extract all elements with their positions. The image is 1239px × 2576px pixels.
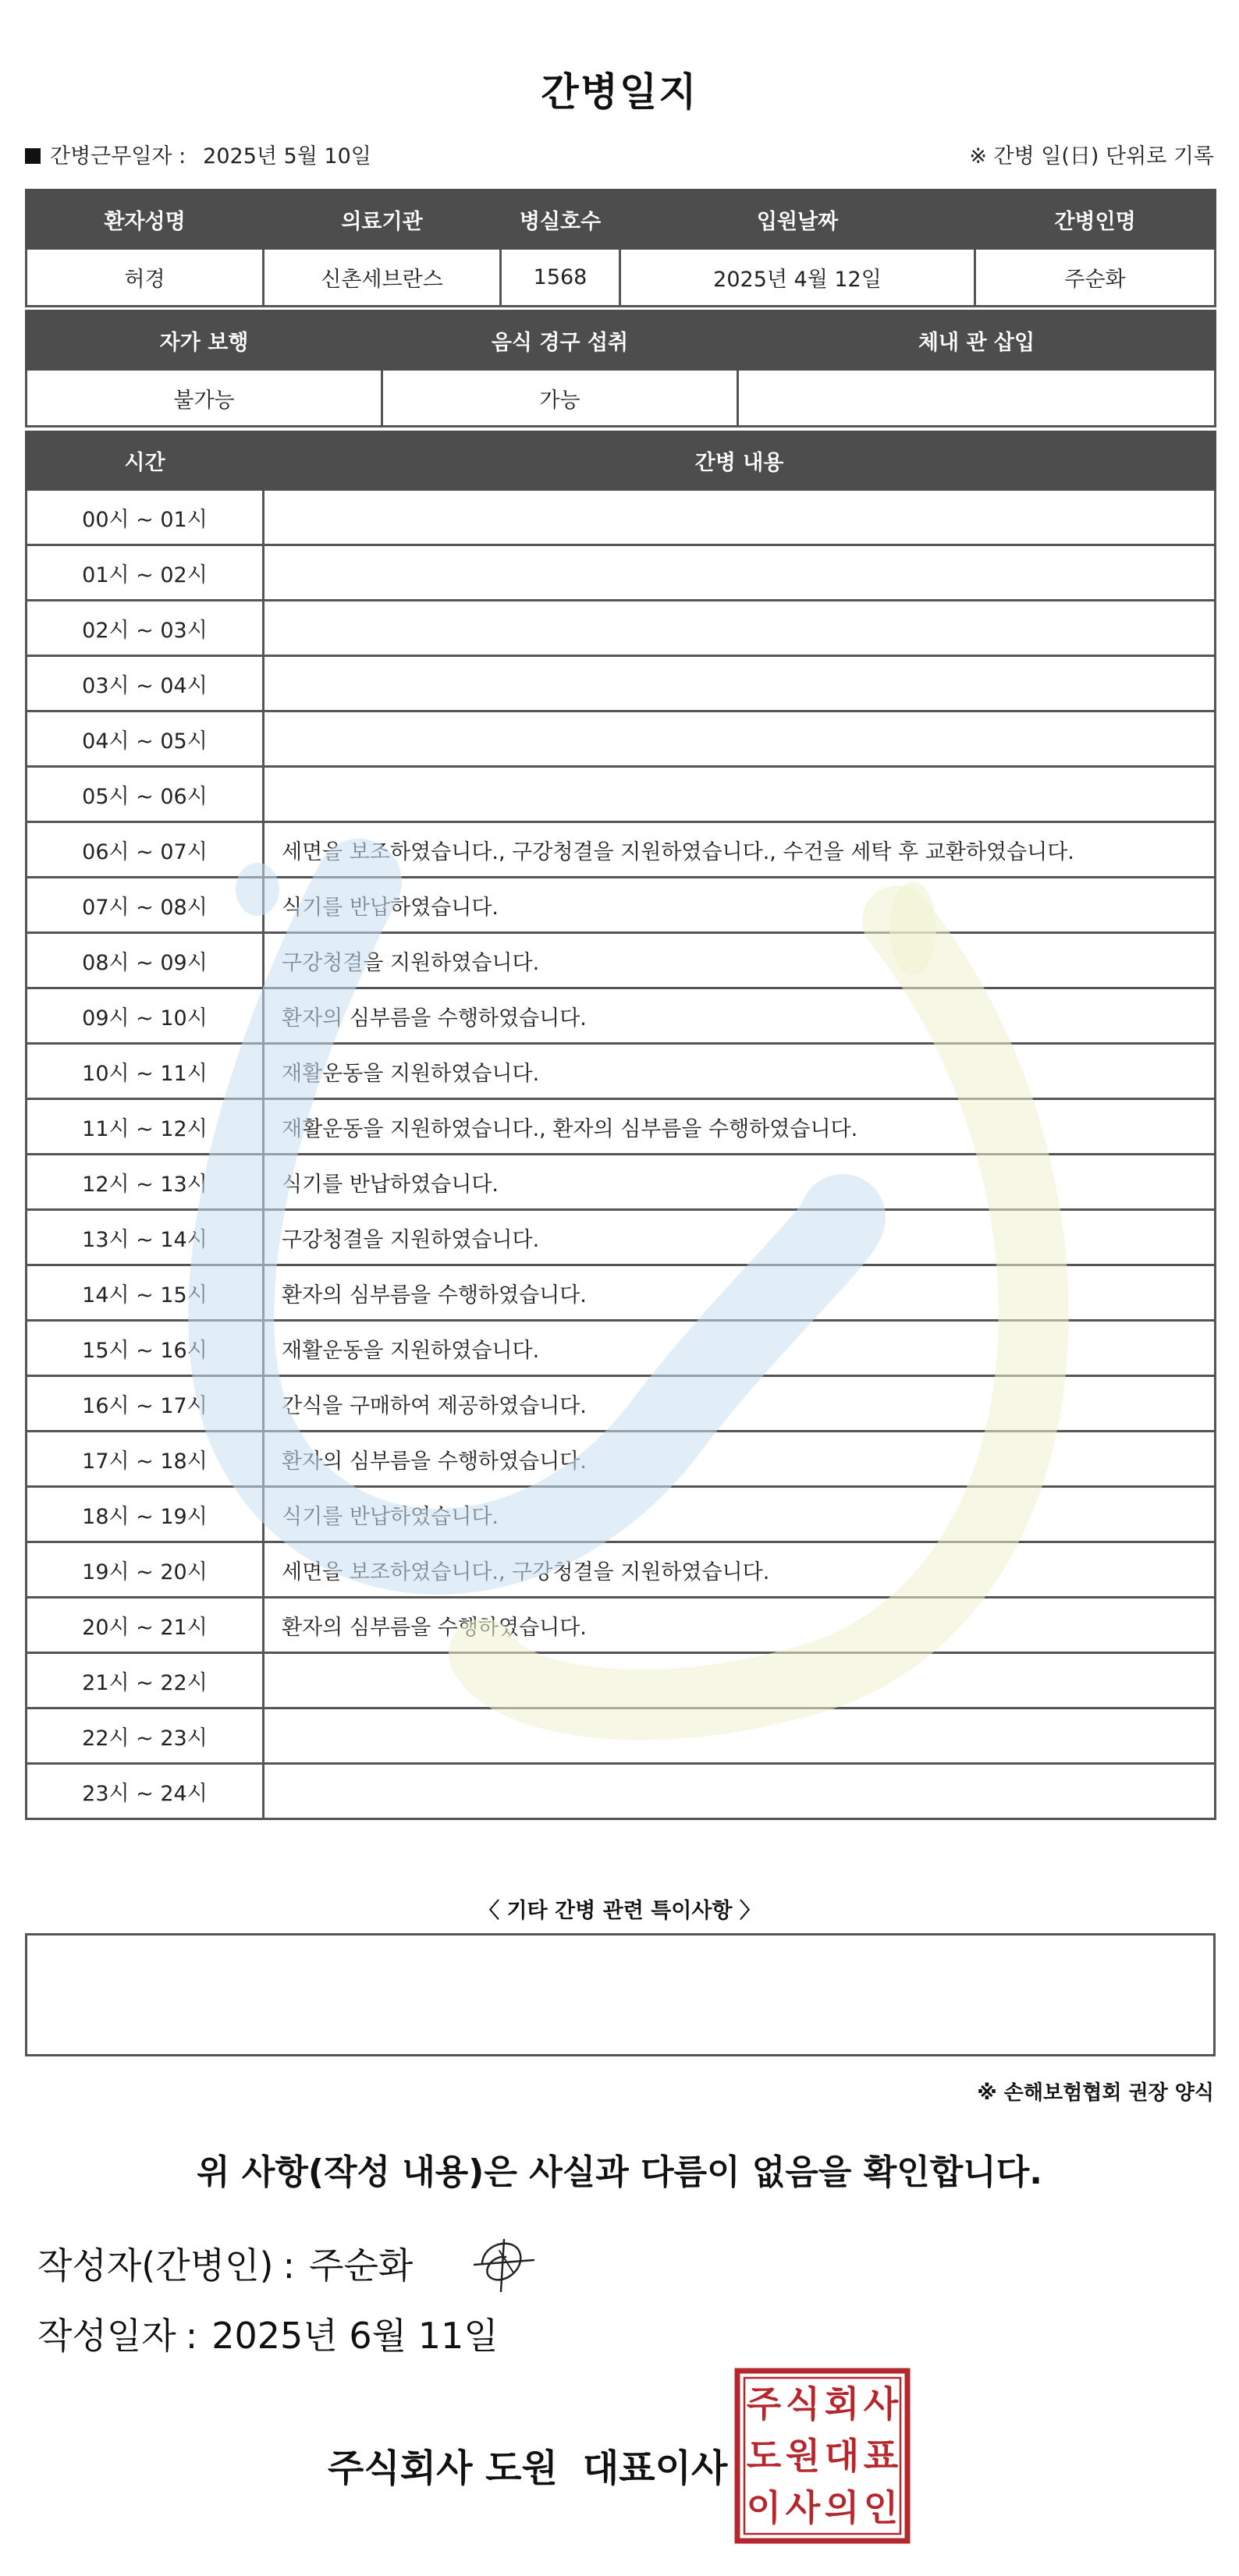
notes-box bbox=[25, 1933, 1216, 2056]
time-slot: 10시 ~ 11시 bbox=[27, 1044, 264, 1099]
care-content bbox=[264, 545, 1216, 601]
time-slot: 23시 ~ 24시 bbox=[27, 1764, 264, 1819]
table-row bbox=[27, 1708, 1216, 1764]
work-date bbox=[25, 139, 371, 169]
company-line bbox=[328, 2438, 727, 2492]
table-row bbox=[27, 490, 1216, 545]
care-log-body bbox=[27, 490, 1216, 1819]
care-content bbox=[264, 601, 1216, 656]
table-row bbox=[27, 1265, 1216, 1321]
time-slot: 05시 ~ 06시 bbox=[27, 767, 264, 822]
time-slot: 19시 ~ 20시 bbox=[27, 1542, 264, 1598]
care-content bbox=[264, 711, 1216, 767]
written-date-line: 작성일자 : 2025년 6월 11일 bbox=[37, 2315, 499, 2357]
table-row bbox=[27, 1542, 1216, 1598]
care-content bbox=[264, 1764, 1216, 1819]
time-slot: 22시 ~ 23시 bbox=[27, 1708, 264, 1764]
patient-info-header-row bbox=[27, 190, 1216, 249]
seal-character: 의 bbox=[824, 2486, 860, 2529]
care-content: 재활운동을 지원하였습니다. bbox=[264, 1321, 1216, 1376]
care-content: 식기를 반납하였습니다. bbox=[264, 1155, 1216, 1210]
hospital-name: 신촌세브란스 bbox=[264, 249, 501, 307]
status-info-table bbox=[25, 310, 1216, 428]
care-content: 세면을 보조하였습니다., 구강청결을 지원하였습니다. bbox=[264, 1542, 1216, 1598]
table-row bbox=[27, 656, 1216, 711]
author-label: 작성자(간병인) bbox=[37, 2244, 274, 2287]
care-content bbox=[264, 1708, 1216, 1764]
care-content: 환자의 심부름을 수행하였습니다. bbox=[264, 1265, 1216, 1321]
association-note: ※ 손해보험협회 권장 양식 bbox=[977, 2081, 1214, 2105]
time-slot: 09시 ~ 10시 bbox=[27, 988, 264, 1044]
time-slot: 07시 ~ 08시 bbox=[27, 878, 264, 933]
header-hospital: 의료기관 bbox=[264, 190, 501, 249]
caregiver-name: 주순화 bbox=[975, 249, 1216, 307]
time-slot: 15시 ~ 16시 bbox=[27, 1321, 264, 1376]
header-oral-intake: 음식 경구 섭취 bbox=[382, 311, 738, 370]
author-line: 작성자(간병인) : 주순화 bbox=[37, 2244, 414, 2287]
time-slot: 17시 ~ 18시 bbox=[27, 1432, 264, 1487]
table-row bbox=[27, 601, 1216, 656]
time-slot: 12시 ~ 13시 bbox=[27, 1155, 264, 1210]
time-slot: 02시 ~ 03시 bbox=[27, 601, 264, 656]
time-slot: 16시 ~ 17시 bbox=[27, 1376, 264, 1432]
room-number: 1568 bbox=[501, 249, 620, 307]
time-slot: 21시 ~ 22시 bbox=[27, 1653, 264, 1708]
written-date-label: 작성일자 bbox=[37, 2315, 176, 2357]
time-slot: 13시 ~ 14시 bbox=[27, 1210, 264, 1265]
header-admission-date: 입원날짜 bbox=[620, 190, 975, 249]
care-content: 환자의 심부름을 수행하였습니다. bbox=[264, 988, 1216, 1044]
patient-name: 허경 bbox=[27, 249, 264, 307]
page-title: 간병일지 bbox=[541, 69, 698, 115]
care-content: 식기를 반납하였습니다. bbox=[264, 1487, 1216, 1542]
table-row bbox=[27, 1044, 1216, 1099]
care-content: 세면을 보조하였습니다., 구강청결을 지원하였습니다., 수건을 세탁 후 교환하였습니다. bbox=[264, 822, 1216, 878]
care-content bbox=[264, 656, 1216, 711]
self-walking-value: 불가능 bbox=[27, 370, 382, 427]
time-slot: 14시 ~ 15시 bbox=[27, 1265, 264, 1321]
representative-title: 대표이사 bbox=[582, 2446, 728, 2490]
care-log-table bbox=[25, 431, 1216, 1820]
care-content: 구강청결을 지원하였습니다. bbox=[264, 1210, 1216, 1265]
table-row bbox=[27, 1321, 1216, 1376]
company-seal-icon bbox=[733, 2367, 911, 2545]
table-row bbox=[27, 1432, 1216, 1487]
status-value-row bbox=[27, 370, 1216, 427]
seal-character: 도 bbox=[746, 2435, 782, 2477]
company-name: 주식회사 도원 bbox=[328, 2446, 558, 2490]
table-row bbox=[27, 878, 1216, 933]
header-self-walking: 자가 보행 bbox=[27, 311, 382, 370]
time-slot: 18시 ~ 19시 bbox=[27, 1487, 264, 1542]
record-note: ※ 간병 일(日) 단위로 기록 bbox=[969, 144, 1214, 169]
care-content: 간식을 구매하여 제공하였습니다. bbox=[264, 1376, 1216, 1432]
care-content bbox=[264, 490, 1216, 545]
table-row bbox=[27, 822, 1216, 878]
seal-character: 표 bbox=[863, 2435, 899, 2477]
work-date-row bbox=[25, 139, 1214, 170]
work-date-value: 2025년 5월 10일 bbox=[203, 144, 371, 169]
table-row bbox=[27, 1155, 1216, 1210]
care-content bbox=[264, 1653, 1216, 1708]
time-slot: 20시 ~ 21시 bbox=[27, 1598, 264, 1653]
time-slot: 08시 ~ 09시 bbox=[27, 933, 264, 988]
confirmation-statement: 위 사항(작성 내용)은 사실과 다름이 없음을 확인합니다. bbox=[197, 2152, 1042, 2192]
signature-icon bbox=[468, 2226, 538, 2296]
care-content: 재활운동을 지원하였습니다. bbox=[264, 1044, 1216, 1099]
care-content: 구강청결을 지원하였습니다. bbox=[264, 933, 1216, 988]
table-row bbox=[27, 711, 1216, 767]
time-slot: 06시 ~ 07시 bbox=[27, 822, 264, 878]
header-tube-insertion: 체내 관 삽입 bbox=[738, 311, 1216, 370]
table-row bbox=[27, 1487, 1216, 1542]
written-date: 2025년 6월 11일 bbox=[211, 2315, 499, 2357]
time-slot: 00시 ~ 01시 bbox=[27, 490, 264, 545]
table-row bbox=[27, 1376, 1216, 1432]
author-name: 주순화 bbox=[309, 2244, 414, 2287]
tube-insertion-value bbox=[738, 370, 1216, 427]
header-patient-name: 환자성명 bbox=[27, 190, 264, 249]
table-row bbox=[27, 767, 1216, 822]
header-caregiver-name: 간병인명 bbox=[975, 190, 1216, 249]
patient-info-table bbox=[25, 189, 1216, 307]
table-row bbox=[27, 1099, 1216, 1155]
admission-date: 2025년 4월 12일 bbox=[620, 249, 975, 307]
seal-character: 사 bbox=[863, 2383, 899, 2425]
seal-character: 이 bbox=[746, 2486, 782, 2529]
table-row bbox=[27, 1764, 1216, 1819]
seal-character: 인 bbox=[863, 2486, 899, 2529]
patient-info-value-row bbox=[27, 249, 1216, 307]
care-content: 환자의 심부름을 수행하였습니다. bbox=[264, 1432, 1216, 1487]
status-header-row bbox=[27, 311, 1216, 370]
care-content: 재활운동을 지원하였습니다., 환자의 심부름을 수행하였습니다. bbox=[264, 1099, 1216, 1155]
seal-character: 대 bbox=[824, 2435, 860, 2477]
care-content: 식기를 반납하였습니다. bbox=[264, 878, 1216, 933]
care-content bbox=[264, 767, 1216, 822]
header-care-content: 간병 내용 bbox=[264, 432, 1216, 490]
table-row bbox=[27, 933, 1216, 988]
care-log-header-row bbox=[27, 432, 1216, 490]
table-row bbox=[27, 1653, 1216, 1708]
table-row bbox=[27, 545, 1216, 601]
square-bullet-icon bbox=[25, 148, 41, 164]
care-content: 환자의 심부름을 수행하였습니다. bbox=[264, 1598, 1216, 1653]
seal-character: 사 bbox=[785, 2486, 821, 2529]
notes-title: 〈 기타 간병 관련 특이사항 〉 bbox=[478, 1899, 761, 1923]
work-date-label: 간병근무일자 : bbox=[50, 144, 186, 169]
seal-character: 주 bbox=[746, 2383, 782, 2425]
time-slot: 04시 ~ 05시 bbox=[27, 711, 264, 767]
time-slot: 11시 ~ 12시 bbox=[27, 1099, 264, 1155]
seal-character: 회 bbox=[824, 2383, 860, 2425]
table-row bbox=[27, 1598, 1216, 1653]
header-room-number: 병실호수 bbox=[501, 190, 620, 249]
seal-character: 식 bbox=[785, 2383, 821, 2425]
seal-character: 원 bbox=[785, 2435, 821, 2477]
table-row bbox=[27, 988, 1216, 1044]
header-time: 시간 bbox=[27, 432, 264, 490]
oral-intake-value: 가능 bbox=[382, 370, 738, 427]
time-slot: 01시 ~ 02시 bbox=[27, 545, 264, 601]
table-row bbox=[27, 1210, 1216, 1265]
time-slot: 03시 ~ 04시 bbox=[27, 656, 264, 711]
